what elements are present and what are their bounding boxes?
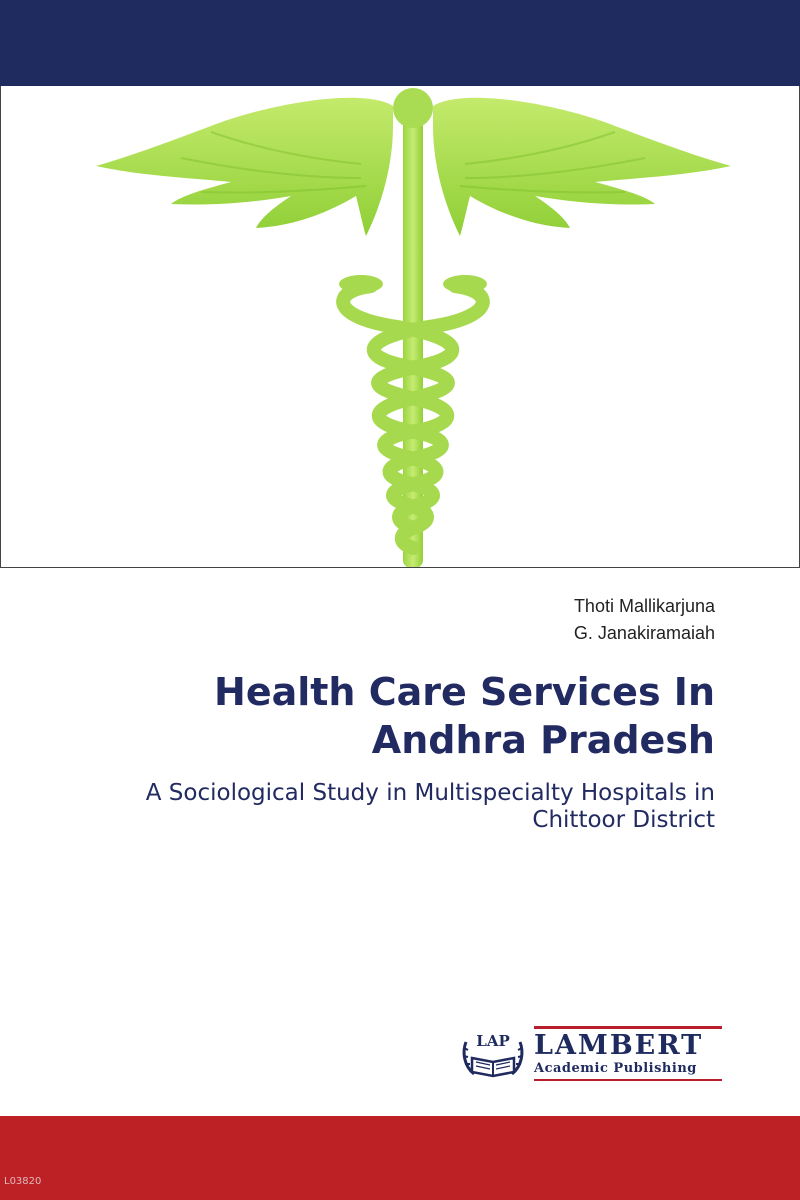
book-title-line: Health Care Services In xyxy=(214,670,715,714)
book-subtitle-line: Chittoor District xyxy=(532,807,715,833)
bottom-band xyxy=(0,1116,800,1200)
publisher-logo xyxy=(458,1022,723,1084)
publisher-name: LAMBERT xyxy=(534,1030,704,1061)
cover-image xyxy=(0,86,800,568)
book-subtitle-line: A Sociological Study in Multispecialty Hospitals in xyxy=(145,780,715,806)
publisher-name-block xyxy=(534,1026,722,1081)
author-name: G. Janakiramaiah xyxy=(573,623,715,643)
book-title xyxy=(75,668,715,764)
top-band xyxy=(0,0,800,86)
author-name: Thoti Mallikarjuna xyxy=(573,596,715,616)
book-title-line: Andhra Pradesh xyxy=(371,718,715,762)
open-book-icon xyxy=(458,1022,528,1084)
left-wing xyxy=(96,98,393,236)
book-subtitle xyxy=(75,780,715,834)
publisher-rule xyxy=(534,1026,722,1029)
right-wing xyxy=(433,98,731,236)
caduceus-icon xyxy=(1,86,800,568)
publisher-rule xyxy=(534,1079,722,1081)
publisher-tagline: Academic Publishing xyxy=(534,1061,697,1076)
code-mark: L03820 xyxy=(4,1176,42,1187)
lap-emblem-text: LAP xyxy=(476,1032,510,1050)
staff-knob xyxy=(393,88,433,128)
